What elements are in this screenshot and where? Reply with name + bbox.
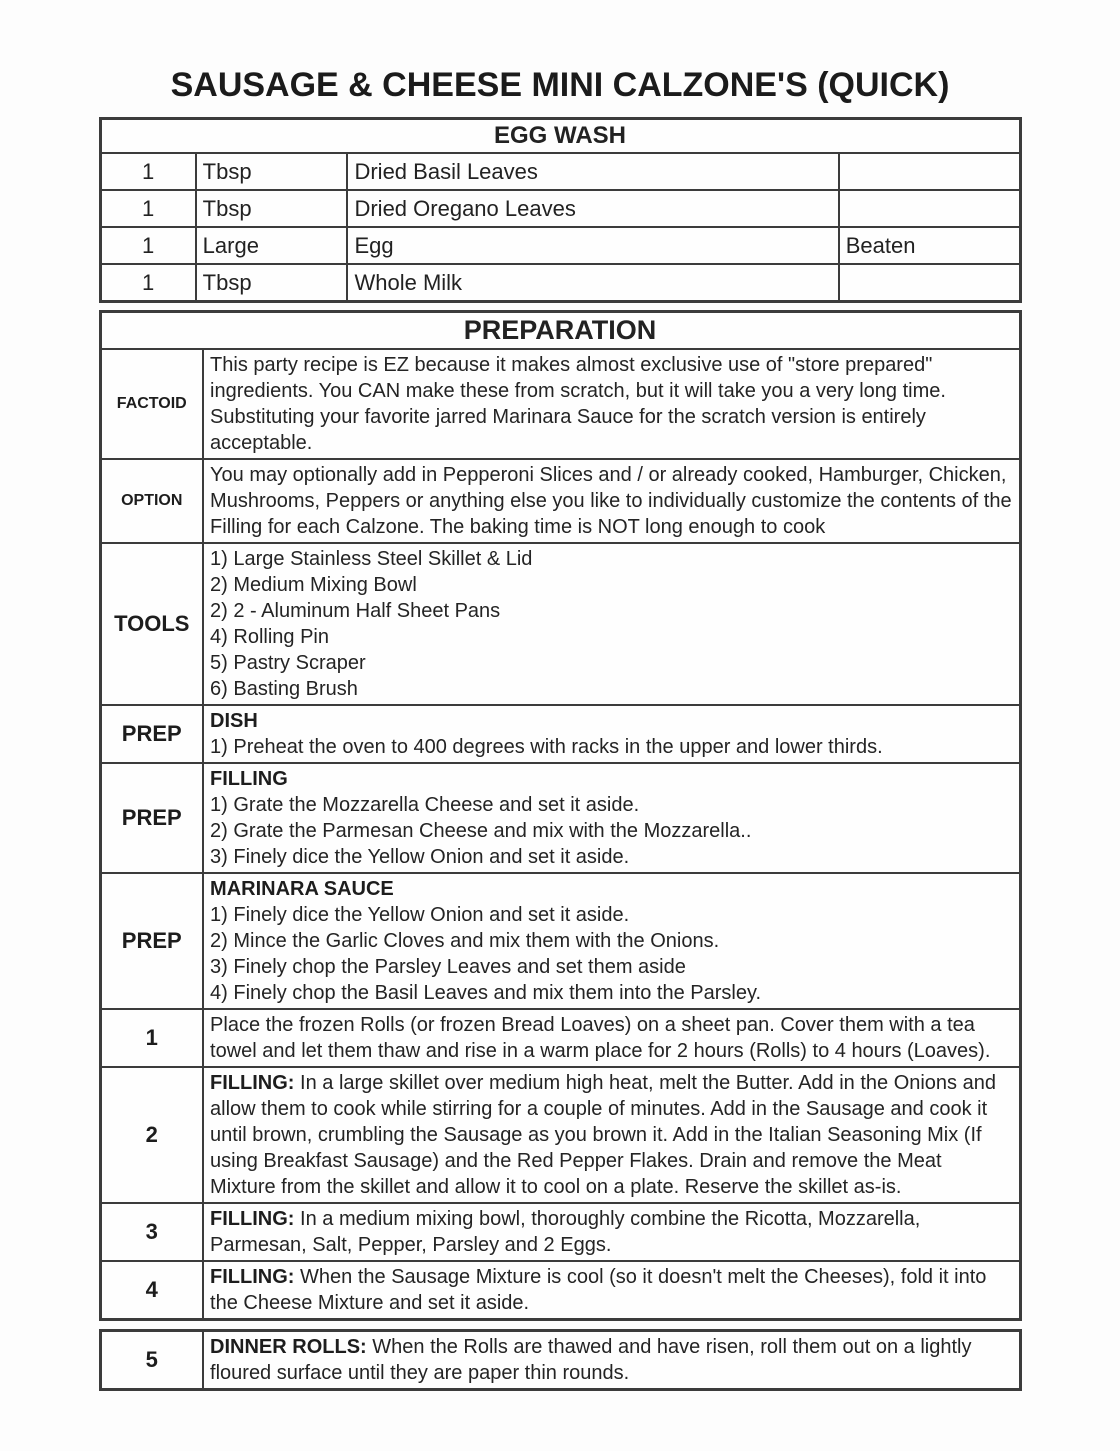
text-line: FILLING: In a large skillet over medium high heat, melt the Butter. Add in the Onions and allow them to cook while stirring for a couple of minutes. Add in the Sausage and cook it until brown, crumbling the Sausage as you brown it. Add in the Italian Seasoning Mix (If using Breakfast Sausage) and the Red Pepper Flakes. Drain and remove the Meat Mixture from the skillet and allow it to cool on a plate. Reserve the skillet as-is.	[210, 1072, 996, 1198]
note-cell	[839, 190, 1020, 227]
text-line: FILLING: In a medium mixing bowl, thoroughly combine the Ricotta, Mozzarella, Parmesan, Salt, Pepper, Parsley and 2 Eggs.	[210, 1208, 921, 1256]
egg-wash-table	[99, 117, 1022, 303]
text-line: 3) Finely dice the Yellow Onion and set it aside.	[210, 846, 630, 868]
step-label-cell: 3	[100, 1203, 203, 1261]
unit-cell: Tbsp	[196, 153, 348, 190]
note-cell: Beaten	[839, 227, 1020, 264]
egg-wash-row	[100, 190, 1020, 227]
egg-wash-header-row	[100, 119, 1020, 154]
text-line	[210, 876, 1012, 902]
unit-cell: Tbsp	[196, 264, 348, 302]
text-line: This party recipe is EZ because it makes almost exclusive use of "store prepared" ingredients. You CAN make these from scratch, but it will take you a very long time. Substituting your favorite jarred Marinara Sauce for the scratch version is entirely acceptable.	[210, 354, 946, 454]
quantity-cell: 1	[100, 227, 196, 264]
text-line: 2) Mince the Garlic Cloves and mix them with the Onions.	[210, 930, 720, 952]
text-line: 2) Grate the Parmesan Cheese and mix with the Mozzarella..	[210, 820, 752, 842]
egg-wash-row	[100, 153, 1020, 190]
quantity-cell: 1	[100, 264, 196, 302]
step-label-cell: FACTOID	[100, 349, 203, 459]
text-line	[210, 766, 1012, 792]
ingredient-cell: Dried Basil Leaves	[347, 153, 838, 190]
step-row	[100, 459, 1020, 543]
egg-wash-header: EGG WASH	[100, 119, 1020, 154]
step-row	[100, 873, 1020, 1009]
preparation-section	[0, 310, 1120, 1321]
step-label-cell: 4	[100, 1261, 203, 1320]
text-line	[210, 708, 1012, 734]
step-label-cell: 5	[100, 1331, 203, 1390]
step-label-cell: 1	[100, 1009, 203, 1067]
text-line: 1) Finely dice the Yellow Onion and set it aside.	[210, 904, 630, 926]
text-line: FILLING: When the Sausage Mixture is cool (so it doesn't melt the Cheeses), fold it into the Cheese Mixture and set it aside.	[210, 1266, 987, 1314]
ingredient-cell: Whole Milk	[347, 264, 838, 302]
step-row	[100, 705, 1020, 763]
step-label-cell: 2	[100, 1067, 203, 1203]
text-line: 5) Pastry Scraper	[210, 652, 366, 674]
ingredient-cell: Egg	[347, 227, 838, 264]
step-row	[100, 1331, 1020, 1390]
step-label-cell: TOOLS	[100, 543, 203, 705]
step-row	[100, 349, 1020, 459]
text-line: DINNER ROLLS: When the Rolls are thawed and have risen, roll them out on a lightly floured surface until they are paper thin rounds.	[210, 1336, 972, 1384]
step-content-cell	[203, 1331, 1020, 1390]
ingredient-cell: Dried Oregano Leaves	[347, 190, 838, 227]
text-line: 2) Medium Mixing Bowl	[210, 574, 417, 596]
note-cell	[839, 153, 1020, 190]
bold-text: FILLING	[210, 768, 288, 790]
step-content-cell	[203, 1203, 1020, 1261]
step-row	[100, 1261, 1020, 1320]
step-content-cell	[203, 873, 1020, 1009]
text-line: 1) Preheat the oven to 400 degrees with racks in the upper and lower thirds.	[210, 736, 883, 758]
text-line: 2) 2 - Aluminum Half Sheet Pans	[210, 600, 501, 622]
quantity-cell: 1	[100, 190, 196, 227]
step-content-cell	[203, 349, 1020, 459]
step-content-cell	[203, 1261, 1020, 1320]
text-line: You may optionally add in Pepperoni Slices and / or already cooked, Hamburger, Chicken, Mushrooms, Peppers or anything else you like to individually customize the contents of the Filling for each Calzone. The baking time is NOT long enough to cook	[210, 464, 1012, 538]
text-line: Place the frozen Rolls (or frozen Bread Loaves) on a sheet pan. Cover them with a tea towel and let them thaw and rise in a warm place for 2 hours (Rolls) to 4 hours (Loaves).	[210, 1014, 991, 1062]
step-label-cell: OPTION	[100, 459, 203, 543]
quantity-cell: 1	[100, 153, 196, 190]
step-label-cell: PREP	[100, 763, 203, 873]
preparation-table	[99, 310, 1022, 1321]
step5-table	[99, 1329, 1022, 1391]
step-row	[100, 763, 1020, 873]
unit-cell: Large	[196, 227, 348, 264]
bold-text: MARINARA SAUCE	[210, 878, 394, 900]
step-content-cell	[203, 1009, 1020, 1067]
note-cell	[839, 264, 1020, 302]
step-content-cell	[203, 705, 1020, 763]
text-line: 3) Finely chop the Parsley Leaves and set them aside	[210, 956, 686, 978]
egg-wash-row	[100, 227, 1020, 264]
bold-text: DINNER ROLLS:	[210, 1336, 367, 1358]
step-row	[100, 1203, 1020, 1261]
step-content-cell	[203, 763, 1020, 873]
step-label-cell: PREP	[100, 705, 203, 763]
bold-text: FILLING:	[210, 1208, 295, 1230]
text-line: 4) Rolling Pin	[210, 626, 329, 648]
step-content-cell	[203, 459, 1020, 543]
egg-wash-row	[100, 264, 1020, 302]
preparation-header: PREPARATION	[100, 312, 1020, 350]
preparation-header-row	[100, 312, 1020, 350]
step-label-cell: PREP	[100, 873, 203, 1009]
step-row	[100, 1067, 1020, 1203]
page-title: SAUSAGE & CHEESE MINI CALZONE'S (QUICK)	[170, 66, 950, 104]
bold-text: FILLING:	[210, 1072, 295, 1094]
text-line: 1) Grate the Mozzarella Cheese and set it aside.	[210, 794, 640, 816]
bold-text: DISH	[210, 710, 258, 732]
step-row	[100, 1009, 1020, 1067]
step-content-cell	[203, 1067, 1020, 1203]
egg-wash-section	[0, 117, 1120, 303]
text-line: 4) Finely chop the Basil Leaves and mix them into the Parsley.	[210, 982, 762, 1004]
text-line: 6) Basting Brush	[210, 678, 358, 700]
text-line: 1) Large Stainless Steel Skillet & Lid	[210, 548, 533, 570]
step-row	[100, 543, 1020, 705]
step-content-cell	[203, 543, 1020, 705]
bold-text: FILLING:	[210, 1266, 295, 1288]
unit-cell: Tbsp	[196, 190, 348, 227]
step5-section	[0, 1329, 1120, 1391]
